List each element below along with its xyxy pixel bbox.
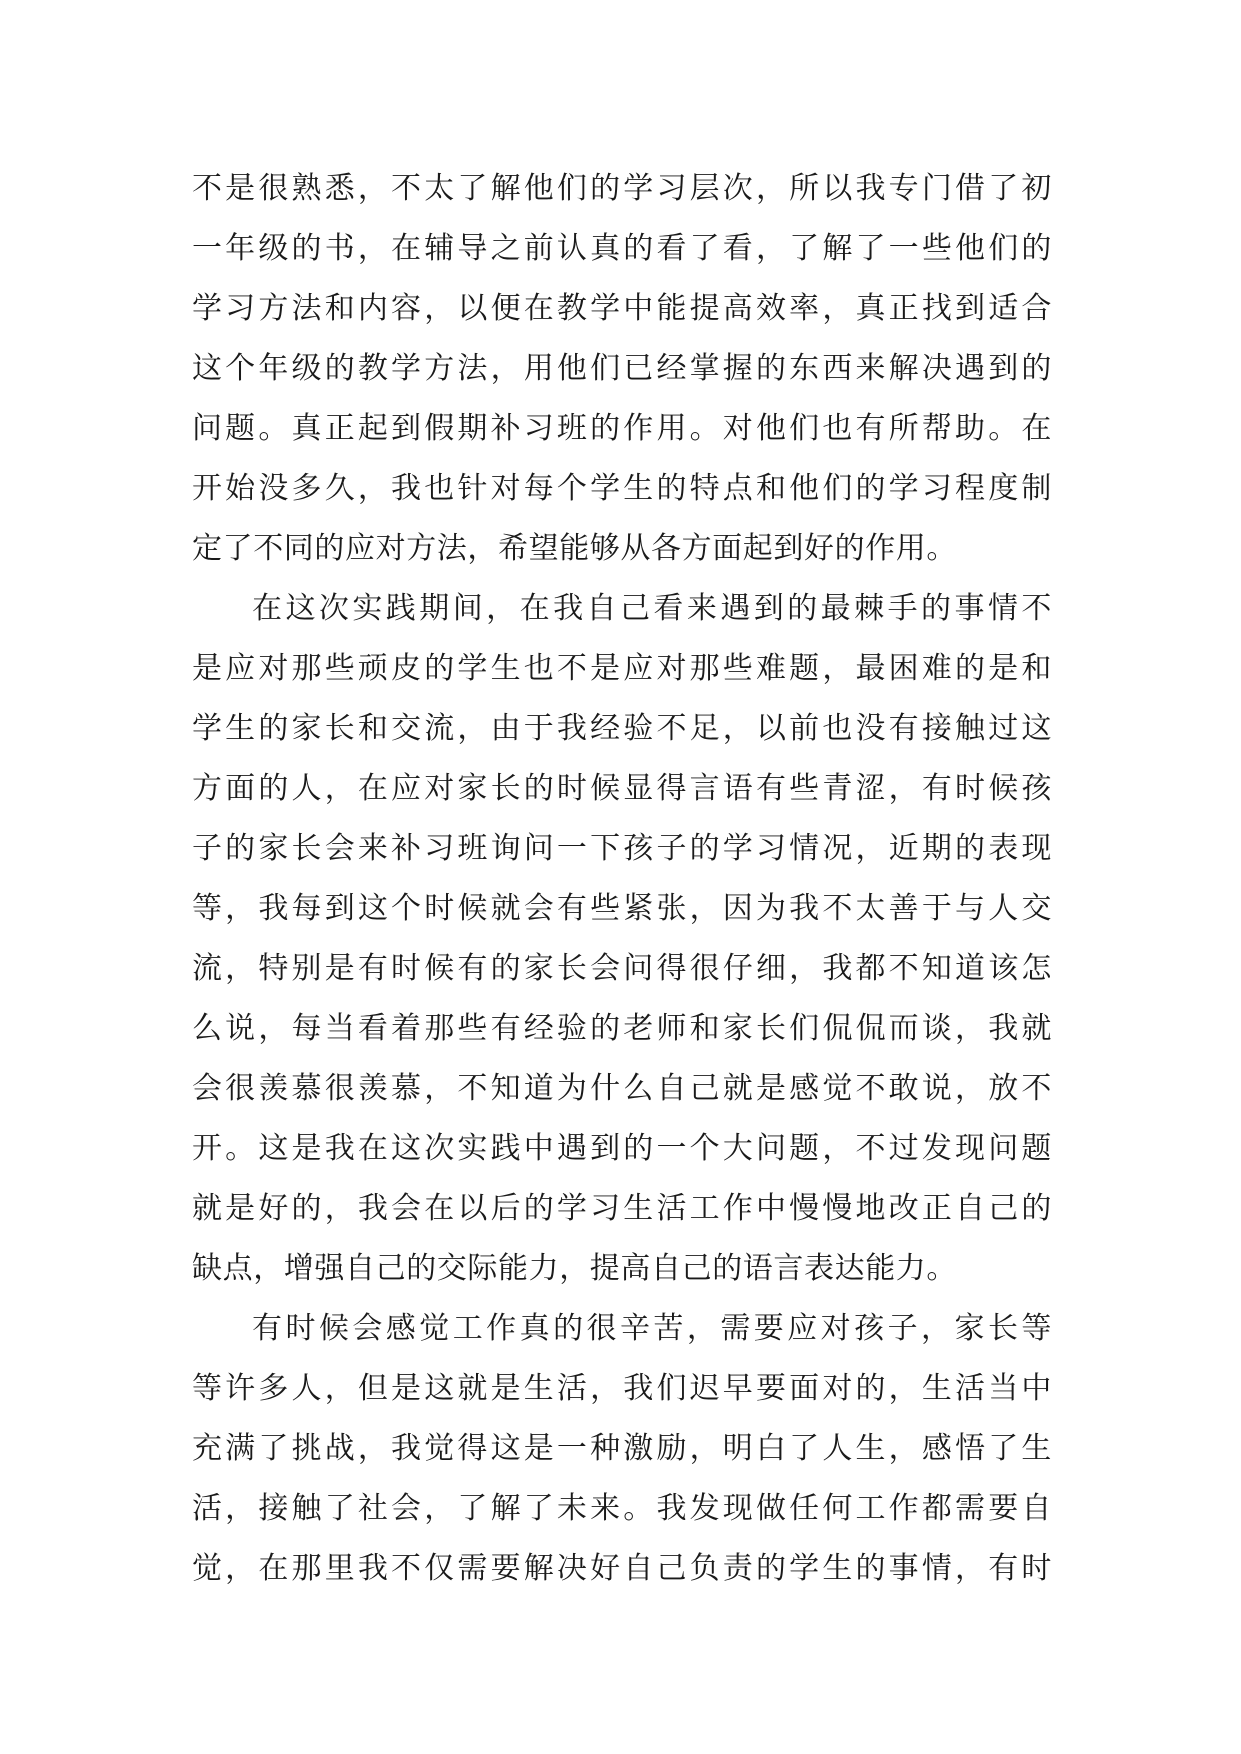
text-line: 定了不同的应对方法，希望能够从各方面起到好的作用。	[192, 531, 957, 566]
text-line: 充满了挑战，我觉得这是一种激励，明白了人生，感悟了生	[192, 1431, 1052, 1466]
text-line: 开始没多久，我也针对每个学生的特点和他们的学习程度制	[192, 471, 1052, 506]
text-line: 子的家长会来补习班询问一下孩子的学习情况，近期的表现	[192, 831, 1052, 866]
text-line: 学生的家长和交流，由于我经验不足，以前也没有接触过这	[192, 711, 1052, 746]
text-line: 学习方法和内容，以便在教学中能提高效率，真正找到适合	[192, 291, 1052, 326]
text-line: 等许多人，但是这就是生活，我们迟早要面对的，生活当中	[192, 1371, 1052, 1406]
text-line: 缺点，增强自己的交际能力，提高自己的语言表达能力。	[192, 1251, 957, 1286]
text-line: 问题。真正起到假期补习班的作用。对他们也有所帮助。在	[192, 411, 1052, 446]
text-line: 不是很熟悉，不太了解他们的学习层次，所以我专门借了初	[192, 171, 1052, 206]
text-line: 这个年级的教学方法，用他们已经掌握的东西来解决遇到的	[192, 351, 1052, 386]
text-line: 活，接触了社会，了解了未来。我发现做任何工作都需要自	[192, 1491, 1052, 1526]
text-line: 一年级的书，在辅导之前认真的看了看，了解了一些他们的	[192, 231, 1052, 266]
body-text	[192, 159, 1052, 1599]
text-line: 流，特别是有时候有的家长会问得很仔细，我都不知道该怎	[192, 951, 1052, 986]
text-line: 开。这是我在这次实践中遇到的一个大问题，不过发现问题	[192, 1131, 1052, 1166]
text-line: 觉，在那里我不仅需要解决好自己负责的学生的事情，有时	[192, 1551, 1052, 1586]
text-line: 么说，每当看着那些有经验的老师和家长们侃侃而谈，我就	[192, 1011, 1052, 1046]
text-line: 会很羡慕很羡慕，不知道为什么自己就是感觉不敢说，放不	[192, 1071, 1052, 1106]
text-line: 就是好的，我会在以后的学习生活工作中慢慢地改正自己的	[192, 1191, 1052, 1226]
text-line: 在这次实践期间，在我自己看来遇到的最棘手的事情不	[252, 591, 1052, 626]
text-line: 有时候会感觉工作真的很辛苦，需要应对孩子，家长等	[252, 1311, 1052, 1346]
text-line: 是应对那些顽皮的学生也不是应对那些难题，最困难的是和	[192, 651, 1052, 686]
text-line: 方面的人，在应对家长的时候显得言语有些青涩，有时候孩	[192, 771, 1052, 806]
text-line: 等，我每到这个时候就会有些紧张，因为我不太善于与人交	[192, 891, 1052, 926]
